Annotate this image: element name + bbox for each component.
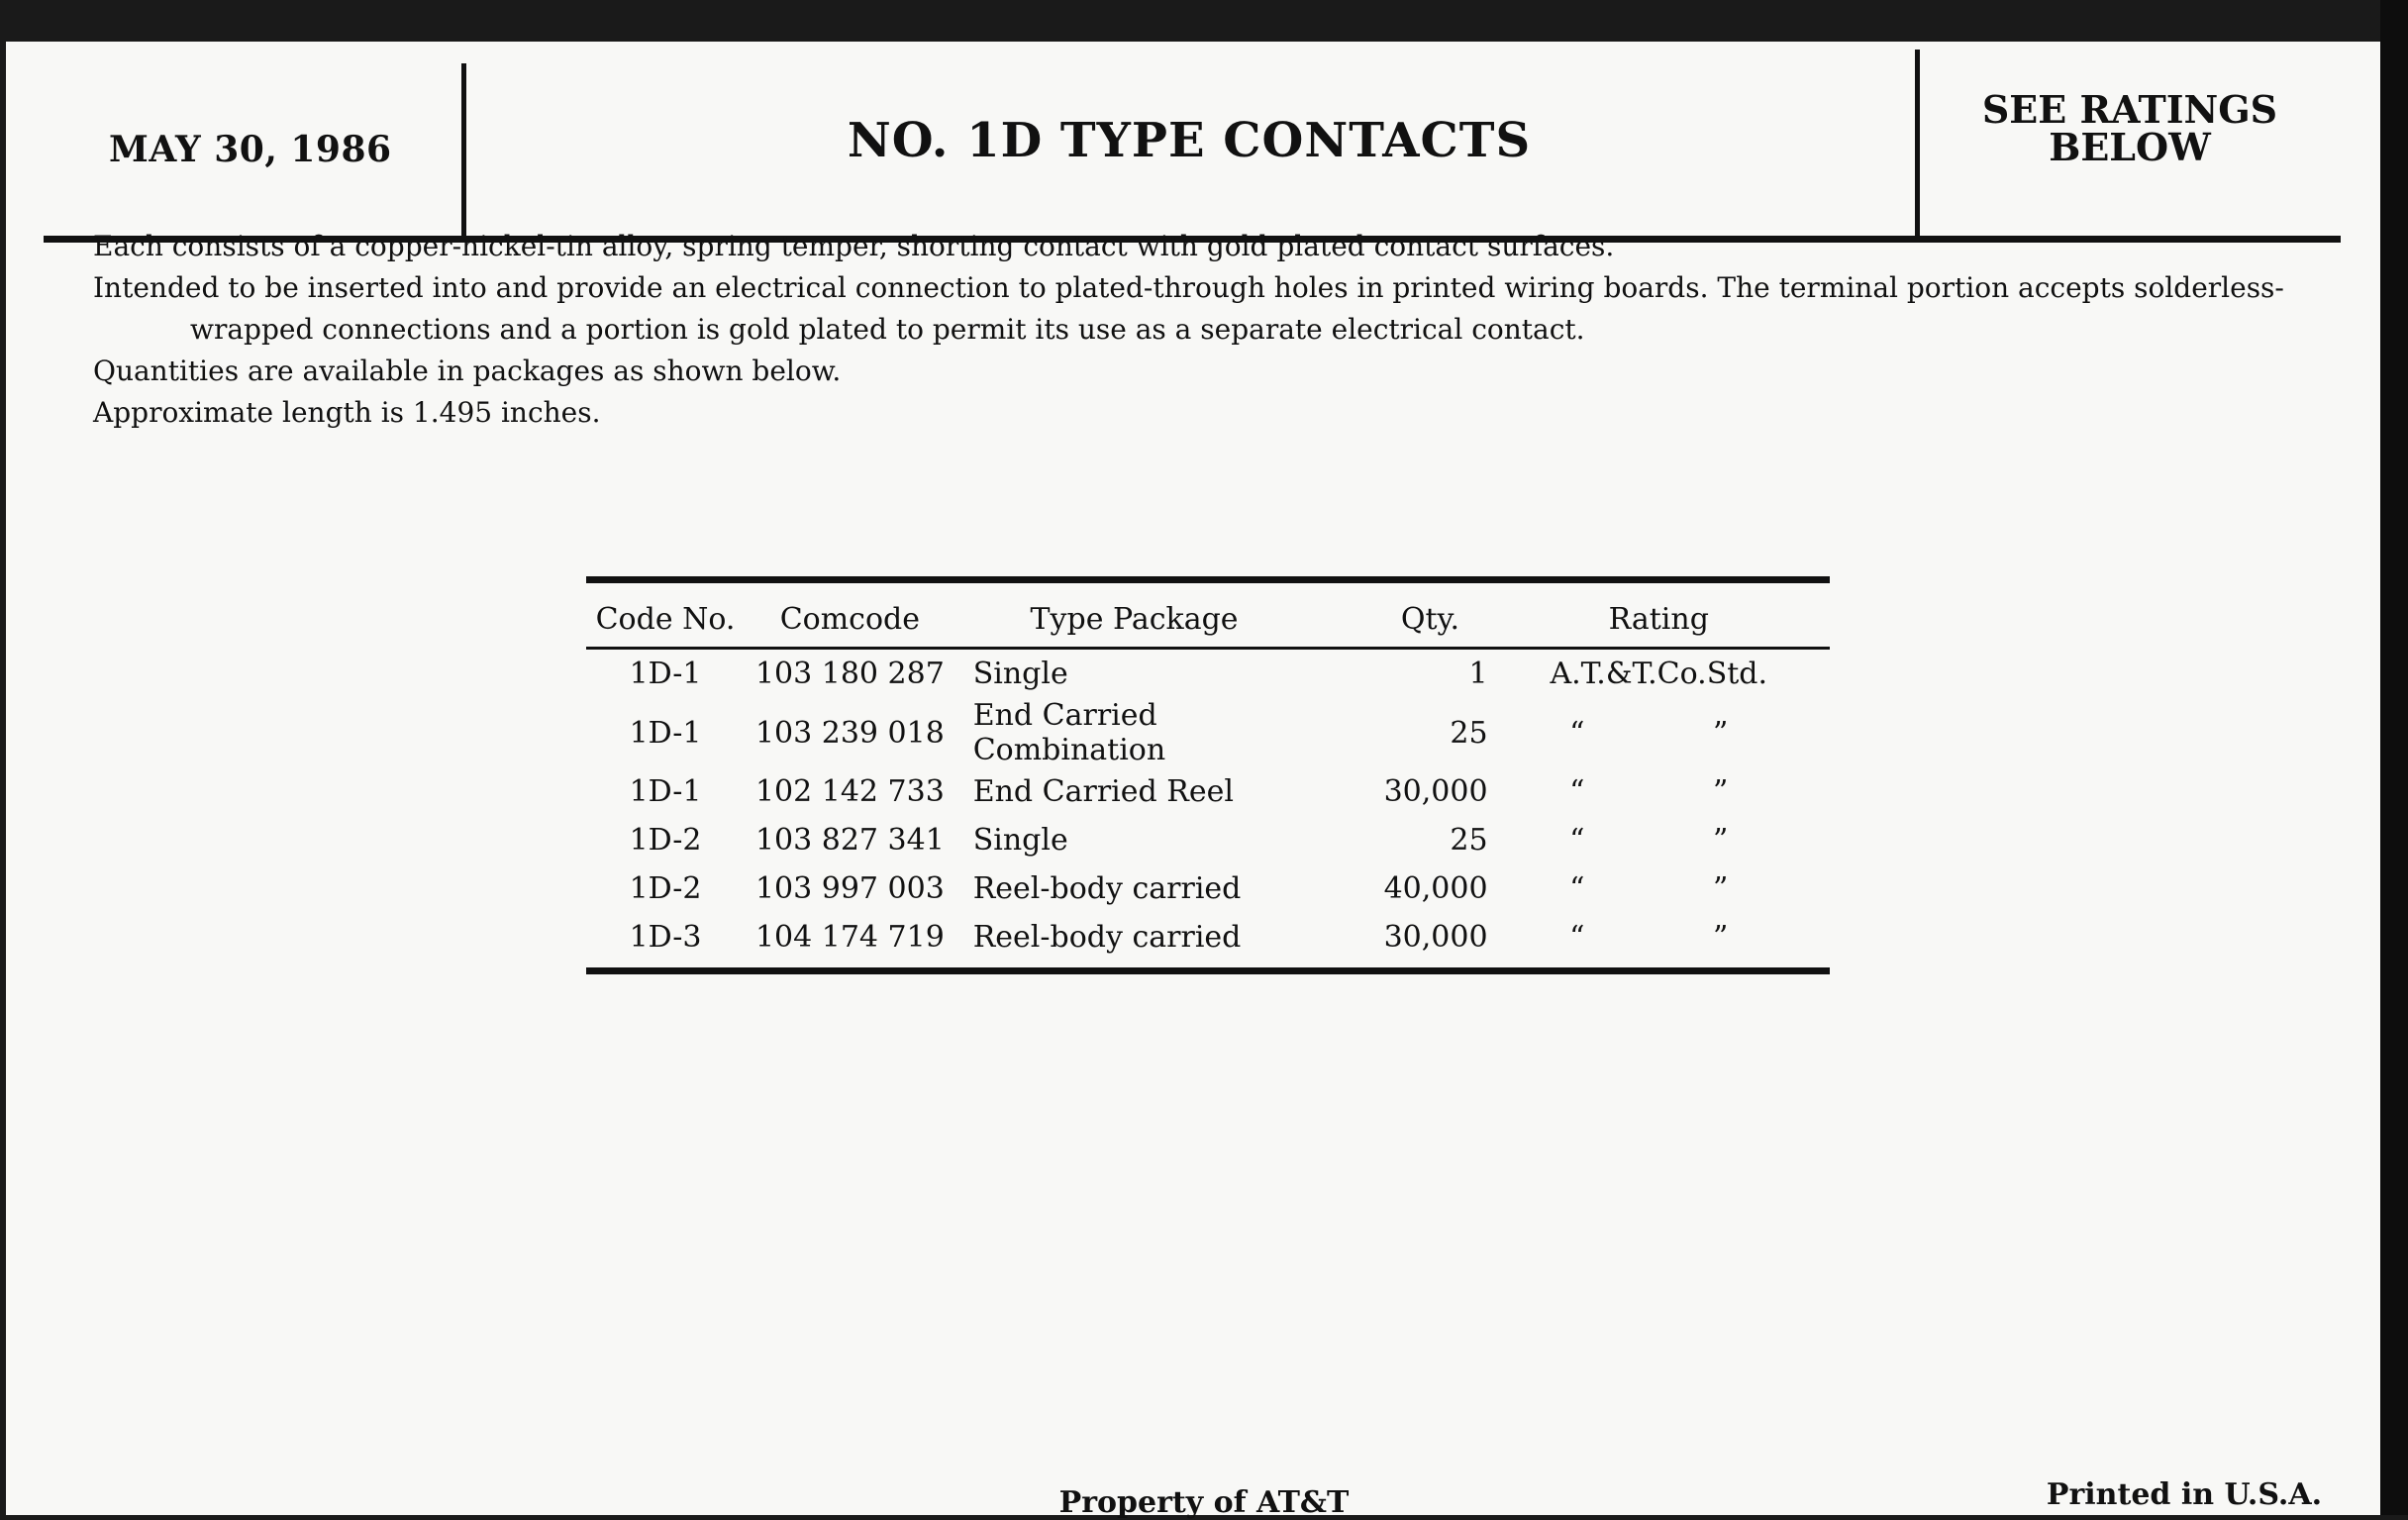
cell-qty: 25 <box>1450 715 1488 751</box>
table-row <box>586 816 1830 864</box>
cell-rating: “ ” <box>1569 871 1788 906</box>
cell-comcode: 102 142 733 <box>754 774 945 809</box>
table-rule-bottom <box>586 967 1830 974</box>
table-row <box>586 913 1830 962</box>
header-qty: Qty. <box>1400 601 1460 637</box>
rating-note-line-2: BELOW <box>2049 125 2211 169</box>
cell-code: 1D-1 <box>629 657 702 691</box>
cell-type: End Carried Reel <box>972 774 1234 809</box>
cell-comcode: 103 239 018 <box>754 715 945 751</box>
footer-property: Property of AT&T <box>1058 1485 1350 1520</box>
table-header-row <box>586 583 1830 647</box>
cell-type: Single <box>972 657 1068 691</box>
footer-printed: Printed in U.S.A. <box>2046 1477 2323 1512</box>
header-divider-right <box>1915 50 1920 240</box>
header-code: Code No. <box>595 601 736 637</box>
cell-qty: 25 <box>1450 823 1488 858</box>
rating-note-line-1: SEE RATINGS <box>1981 87 2278 132</box>
cell-comcode: 103 180 287 <box>754 657 945 691</box>
contacts-table <box>586 576 1830 974</box>
scan-edge <box>2380 0 2408 1515</box>
table-row <box>586 767 1830 816</box>
document-card <box>6 42 2380 1520</box>
cell-qty: 40,000 <box>1383 871 1488 906</box>
rating-note <box>1927 87 2333 169</box>
table-row <box>586 698 1830 767</box>
table-row <box>586 864 1830 913</box>
cell-code: 1D-3 <box>629 920 702 955</box>
header-comcode: Comcode <box>779 601 921 637</box>
cell-type: Reel-body carried <box>972 871 1242 906</box>
table-row <box>586 650 1830 698</box>
cell-rating: “ ” <box>1569 715 1788 751</box>
cell-comcode: 103 827 341 <box>754 823 945 858</box>
description-paragraph-3: Quantities are available in packages as shown below. <box>93 355 842 387</box>
cell-code: 1D-1 <box>629 715 702 751</box>
cell-type: Single <box>972 823 1068 858</box>
cell-rating: “ ” <box>1569 920 1788 955</box>
document-title: NO. 1D TYPE CONTACTS <box>847 113 1532 168</box>
cell-code: 1D-2 <box>629 871 702 906</box>
document-date: MAY 30, 1986 <box>109 129 392 170</box>
header-rating: Rating <box>1608 601 1709 637</box>
cell-qty: 1 <box>1468 657 1488 691</box>
cell-type: End Carried Combination <box>972 698 1166 767</box>
cell-rating: “ ” <box>1569 774 1788 809</box>
cell-rating: “ ” <box>1569 823 1788 858</box>
cell-qty: 30,000 <box>1383 774 1488 809</box>
cell-code: 1D-2 <box>629 823 702 858</box>
header-divider-left <box>461 63 466 242</box>
description-paragraph-1: Each consists of a copper-nickel-tin alloy, spring temper, shorting contact with gold plated contact surfaces. <box>93 230 1615 262</box>
cell-comcode: 103 997 003 <box>754 871 945 906</box>
cell-type: Reel-body carried <box>972 920 1242 955</box>
description-paragraph-4: Approximate length is 1.495 inches. <box>93 396 601 429</box>
cell-qty: 30,000 <box>1383 920 1488 955</box>
description <box>93 226 2321 434</box>
cell-code: 1D-1 <box>629 774 702 809</box>
header-type: Type Package <box>1030 601 1239 637</box>
table-rule-top <box>586 576 1830 583</box>
cell-rating: A.T.&T.Co.Std. <box>1550 657 1768 691</box>
description-paragraph-2: Intended to be inserted into and provide an electrical connection to plated-through holes in printed wiring boards. The terminal portion accepts solderless-wrapped connections and a portion is gold plated to permit its use as a separate electrical contact. <box>93 271 2284 346</box>
cell-comcode: 104 174 719 <box>754 920 945 955</box>
